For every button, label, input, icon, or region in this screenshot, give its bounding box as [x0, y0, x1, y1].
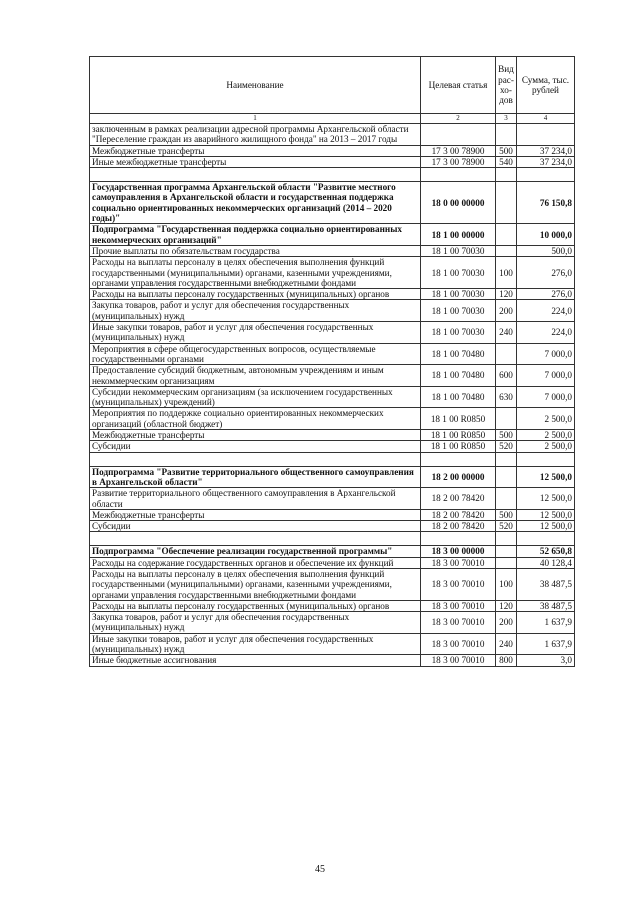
row-expense-type: 240 — [496, 322, 517, 344]
spacer-row — [90, 452, 575, 466]
row-name: Субсидии — [90, 521, 421, 532]
row-amount: 38 487,5 — [517, 600, 575, 611]
row-amount: 276,0 — [517, 289, 575, 300]
table-row — [90, 322, 575, 344]
row-amount: 37 234,0 — [517, 156, 575, 167]
row-expense-type — [496, 488, 517, 510]
row-name: Подпрограмма "Обеспечение реализации государственной программы" — [90, 546, 421, 557]
row-expense-type: 200 — [496, 300, 517, 322]
row-expense-type: 540 — [496, 156, 517, 167]
table-row — [90, 509, 575, 520]
row-target-code: 18 1 00 70480 — [421, 343, 496, 365]
row-target-code: 18 3 00 70010 — [421, 600, 496, 611]
row-name: Расходы на содержание государственных органов и обеспечение их функций — [90, 557, 421, 568]
row-target-code: 18 1 00 R0850 — [421, 430, 496, 441]
row-target-code — [421, 124, 496, 146]
row-target-code: 18 1 00 R0850 — [421, 408, 496, 430]
row-amount: 7 000,0 — [517, 386, 575, 408]
table-row — [90, 612, 575, 634]
row-name: Иные межбюджетные трансферты — [90, 156, 421, 167]
row-target-code: 17 3 00 78900 — [421, 156, 496, 167]
page-number: 45 — [315, 864, 325, 875]
row-amount: 1 637,9 — [517, 633, 575, 655]
row-amount: 500,0 — [517, 245, 575, 256]
table-row — [90, 488, 575, 510]
row-expense-type: 800 — [496, 655, 517, 666]
row-target-code: 18 3 00 70010 — [421, 655, 496, 666]
row-expense-type: 500 — [496, 430, 517, 441]
table-row — [90, 655, 575, 666]
row-expense-type: 120 — [496, 289, 517, 300]
row-expense-type: 120 — [496, 600, 517, 611]
row-amount: 12 500,0 — [517, 466, 575, 488]
row-amount: 12 500,0 — [517, 521, 575, 532]
column-number: 4 — [517, 114, 575, 124]
row-target-code: 18 2 00 78420 — [421, 521, 496, 532]
row-target-code: 18 3 00 00000 — [421, 546, 496, 557]
row-target-code: 18 3 00 70010 — [421, 557, 496, 568]
table-row — [90, 557, 575, 568]
empty-cell — [496, 532, 517, 546]
empty-cell — [90, 532, 421, 546]
row-target-code: 18 3 00 70010 — [421, 612, 496, 634]
row-amount: 12 500,0 — [517, 488, 575, 510]
header-name: Наименование — [90, 57, 421, 114]
row-amount: 224,0 — [517, 322, 575, 344]
table-row — [90, 386, 575, 408]
table-row — [90, 343, 575, 365]
row-expense-type: 100 — [496, 568, 517, 600]
row-name: Расходы на выплаты персоналу в целях обеспечения выполнения функций государственными (муниципальными) органами, казенными учреждениями, органами управления государственными внебюджетными фондами — [90, 257, 421, 289]
row-target-code: 17 3 00 78900 — [421, 145, 496, 156]
empty-cell — [517, 168, 575, 182]
row-amount: 2 500,0 — [517, 441, 575, 452]
row-expense-type: 500 — [496, 509, 517, 520]
row-target-code: 18 1 00 70480 — [421, 365, 496, 387]
row-name: Мероприятия в сфере общегосударственных вопросов, осуществляемые государственными органами — [90, 343, 421, 365]
row-target-code: 18 1 00 70480 — [421, 386, 496, 408]
column-number: 3 — [496, 114, 517, 124]
row-name: Межбюджетные трансферты — [90, 145, 421, 156]
table-row — [90, 182, 575, 224]
row-amount: 224,0 — [517, 300, 575, 322]
row-target-code: 18 1 00 70030 — [421, 322, 496, 344]
row-amount: 40 128,4 — [517, 557, 575, 568]
row-expense-type: 630 — [496, 386, 517, 408]
empty-cell — [496, 452, 517, 466]
row-amount: 276,0 — [517, 257, 575, 289]
empty-cell — [496, 168, 517, 182]
table-row — [90, 430, 575, 441]
table-row — [90, 300, 575, 322]
table-row — [90, 546, 575, 557]
row-expense-type: 520 — [496, 441, 517, 452]
row-expense-type: 100 — [496, 257, 517, 289]
row-target-code: 18 3 00 70010 — [421, 633, 496, 655]
row-target-code: 18 1 00 70030 — [421, 245, 496, 256]
table-row — [90, 156, 575, 167]
table-row — [90, 365, 575, 387]
table-row — [90, 633, 575, 655]
row-amount: 7 000,0 — [517, 365, 575, 387]
spacer-row — [90, 532, 575, 546]
empty-cell — [421, 532, 496, 546]
table-row — [90, 224, 575, 246]
row-target-code: 18 1 00 70030 — [421, 289, 496, 300]
table-row — [90, 124, 575, 146]
row-target-code: 18 3 00 70010 — [421, 568, 496, 600]
row-amount: 52 650,8 — [517, 546, 575, 557]
row-amount — [517, 124, 575, 146]
table-row — [90, 441, 575, 452]
empty-cell — [421, 452, 496, 466]
row-target-code: 18 1 00 70030 — [421, 300, 496, 322]
row-target-code: 18 1 00 R0850 — [421, 441, 496, 452]
empty-cell — [421, 168, 496, 182]
table-row — [90, 245, 575, 256]
row-expense-type: 520 — [496, 521, 517, 532]
row-name: Расходы на выплаты персоналу в целях обеспечения выполнения функций государственными (муниципальными) органами, казенными учреждениями, органами управления государственными внебюджетными фондами — [90, 568, 421, 600]
row-amount: 10 000,0 — [517, 224, 575, 246]
row-expense-type — [496, 466, 517, 488]
row-target-code: 18 1 00 00000 — [421, 224, 496, 246]
table-row — [90, 568, 575, 600]
row-expense-type — [496, 408, 517, 430]
row-name: Иные закупки товаров, работ и услуг для обеспечения государственных (муниципальных) нужд — [90, 633, 421, 655]
header-sum: Сумма, тыс. рублей — [517, 57, 575, 114]
table-row — [90, 466, 575, 488]
budget-table — [89, 56, 575, 667]
empty-cell — [90, 452, 421, 466]
row-amount: 1 637,9 — [517, 612, 575, 634]
row-name: Закупка товаров, работ и услуг для обеспечения государственных (муниципальных) нужд — [90, 612, 421, 634]
row-amount: 2 500,0 — [517, 408, 575, 430]
row-name: Подпрограмма "Государственная поддержка социально ориентированных некоммерческих организаций" — [90, 224, 421, 246]
row-target-code: 18 2 00 00000 — [421, 466, 496, 488]
row-name: заключенным в рамках реализации адресной программы Архангельской области "Переселение граждан из аварийного жилищного фонда" на 2013 – 2017 годы — [90, 124, 421, 146]
empty-cell — [517, 452, 575, 466]
column-number: 1 — [90, 114, 421, 124]
table-row — [90, 521, 575, 532]
table-row — [90, 257, 575, 289]
table-row — [90, 145, 575, 156]
row-name: Субсидии — [90, 441, 421, 452]
row-expense-type — [496, 245, 517, 256]
row-expense-type: 500 — [496, 145, 517, 156]
header-row — [90, 57, 575, 114]
row-name: Расходы на выплаты персоналу государственных (муниципальных) органов — [90, 289, 421, 300]
table-row — [90, 600, 575, 611]
empty-cell — [90, 168, 421, 182]
table-row — [90, 289, 575, 300]
row-expense-type: 200 — [496, 612, 517, 634]
row-name: Межбюджетные трансферты — [90, 430, 421, 441]
row-expense-type — [496, 546, 517, 557]
row-target-code: 18 2 00 78420 — [421, 488, 496, 510]
empty-cell — [517, 532, 575, 546]
row-expense-type — [496, 124, 517, 146]
row-expense-type: 600 — [496, 365, 517, 387]
row-name: Закупка товаров, работ и услуг для обеспечения государственных (муниципальных) нужд — [90, 300, 421, 322]
row-expense-type — [496, 224, 517, 246]
row-name: Межбюджетные трансферты — [90, 509, 421, 520]
row-amount: 3,0 — [517, 655, 575, 666]
row-amount: 76 150,8 — [517, 182, 575, 224]
row-target-code: 18 2 00 78420 — [421, 509, 496, 520]
table-row — [90, 408, 575, 430]
row-expense-type — [496, 343, 517, 365]
row-amount: 38 487,5 — [517, 568, 575, 600]
row-amount: 37 234,0 — [517, 145, 575, 156]
header-code: Целевая статья — [421, 57, 496, 114]
row-name: Подпрограмма "Развитие территориального общественного самоуправления в Архангельской области" — [90, 466, 421, 488]
row-expense-type: 240 — [496, 633, 517, 655]
spacer-row — [90, 168, 575, 182]
row-name: Государственная программа Архангельской области "Развитие местного самоуправления в Архангельской области и государственная поддержка социально ориентированных некоммерческих организаций (2014 – 2020 годы)" — [90, 182, 421, 224]
row-target-code: 18 1 00 70030 — [421, 257, 496, 289]
row-amount: 7 000,0 — [517, 343, 575, 365]
row-name: Предоставление субсидий бюджетным, автономным учреждениям и иным некоммерческим организациям — [90, 365, 421, 387]
row-name: Развитие территориального общественного самоуправления в Архангельской области — [90, 488, 421, 510]
header-type: Вид рас-хо-дов — [496, 57, 517, 114]
row-amount: 2 500,0 — [517, 430, 575, 441]
row-name: Иные бюджетные ассигнования — [90, 655, 421, 666]
row-name: Расходы на выплаты персоналу государственных (муниципальных) органов — [90, 600, 421, 611]
row-expense-type — [496, 557, 517, 568]
column-number-row — [90, 114, 575, 124]
row-target-code: 18 0 00 00000 — [421, 182, 496, 224]
row-name: Иные закупки товаров, работ и услуг для обеспечения государственных (муниципальных) нужд — [90, 322, 421, 344]
column-number: 2 — [421, 114, 496, 124]
row-amount: 12 500,0 — [517, 509, 575, 520]
row-name: Субсидии некоммерческим организациям (за исключением государственных (муниципальных) учреждений) — [90, 386, 421, 408]
row-expense-type — [496, 182, 517, 224]
row-name: Прочие выплаты по обязательствам государства — [90, 245, 421, 256]
row-name: Мероприятия по поддержке социально ориентированных некоммерческих организаций (областной бюджет) — [90, 408, 421, 430]
